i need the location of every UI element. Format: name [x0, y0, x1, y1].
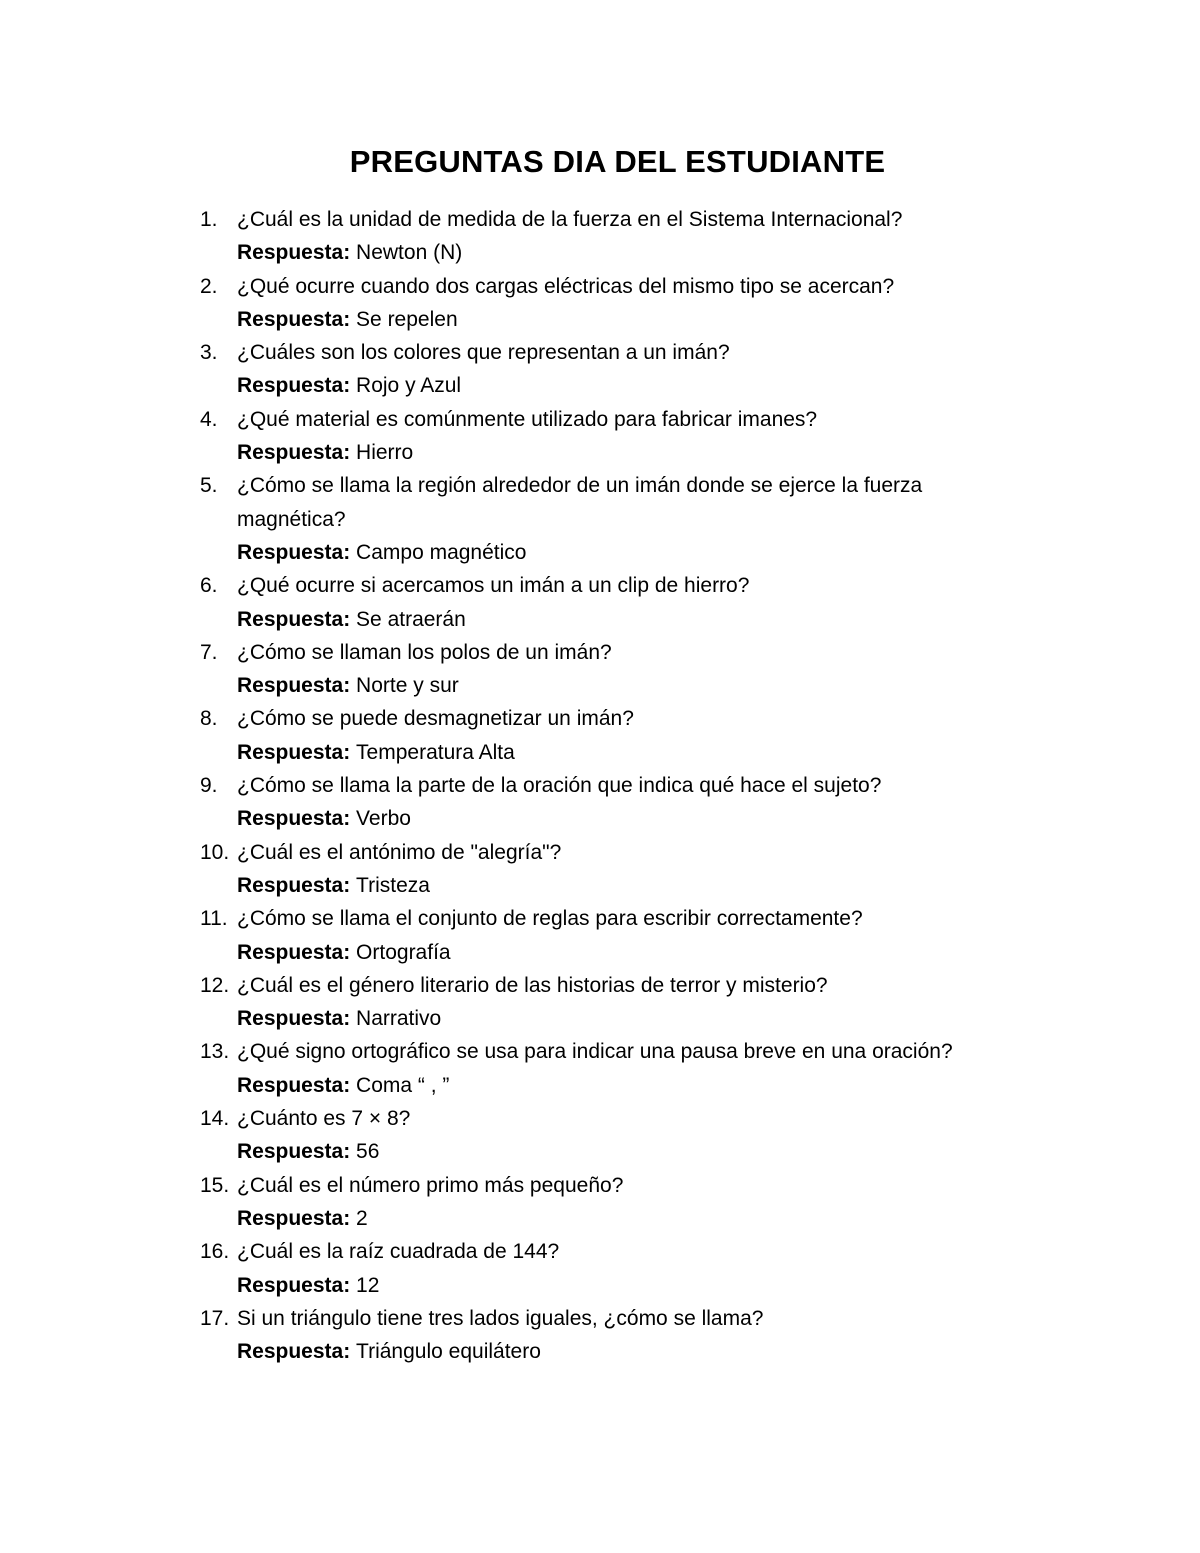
question-body	[237, 203, 1020, 270]
question-body	[237, 569, 1020, 636]
question-item	[200, 902, 1020, 969]
answer-line	[237, 236, 1020, 269]
answer-line	[237, 436, 1020, 469]
answer-text: Campo magnético	[356, 540, 527, 564]
answer-line	[237, 369, 1020, 402]
question-body	[237, 1102, 1020, 1169]
question-body	[237, 636, 1020, 703]
answer-text: Temperatura Alta	[356, 740, 515, 764]
question-body	[237, 702, 1020, 769]
question-body	[237, 336, 1020, 403]
answer-line	[237, 1202, 1020, 1235]
answer-text: Se atraerán	[356, 607, 466, 631]
question-text: ¿Qué ocurre cuando dos cargas eléctricas del mismo tipo se acercan?	[237, 274, 895, 298]
answer-label: Respuesta:	[237, 607, 357, 631]
answer-label: Respuesta:	[237, 1273, 357, 1297]
answer-line	[237, 1135, 1020, 1168]
answer-line	[237, 736, 1020, 769]
question-item	[200, 702, 1020, 769]
answer-label: Respuesta:	[237, 740, 357, 764]
question-text: ¿Cuánto es 7 × 8?	[237, 1107, 411, 1131]
question-text: ¿Cómo se llama el conjunto de reglas para escribir correctamente?	[237, 907, 863, 931]
question-text: ¿Cuál es el género literario de las historias de terror y misterio?	[237, 973, 828, 997]
question-item	[200, 836, 1020, 903]
question-item	[200, 336, 1020, 403]
question-body	[237, 270, 1020, 337]
question-body	[237, 1235, 1020, 1302]
answer-text: Triángulo equilátero	[356, 1340, 541, 1364]
question-number: 14.	[200, 1107, 230, 1131]
answer-label: Respuesta:	[237, 241, 357, 265]
question-body	[237, 403, 1020, 470]
answer-line	[237, 1269, 1020, 1302]
answer-label: Respuesta:	[237, 1073, 357, 1097]
question-number: 15.	[200, 1173, 230, 1197]
question-text: ¿Cuál es la raíz cuadrada de 144?	[237, 1240, 560, 1264]
question-number: 7.	[200, 640, 218, 664]
answer-line	[237, 802, 1020, 835]
answer-line	[237, 1069, 1020, 1102]
answer-label: Respuesta:	[237, 1206, 357, 1230]
answer-line	[237, 536, 1020, 569]
answer-label: Respuesta:	[237, 441, 357, 465]
question-text: ¿Cómo se llama la región alrededor de un imán donde se ejerce la fuerza magnética?	[237, 474, 923, 531]
question-number: 5.	[200, 474, 218, 498]
answer-text: Coma “ , ”	[356, 1073, 450, 1097]
answer-label: Respuesta:	[237, 873, 357, 897]
answer-text: 56	[356, 1140, 380, 1164]
answer-label: Respuesta:	[237, 1340, 357, 1364]
question-text: ¿Cuáles son los colores que representan a un imán?	[237, 341, 730, 365]
question-body	[237, 1169, 1020, 1236]
question-item	[200, 1302, 1020, 1369]
answer-label: Respuesta:	[237, 1140, 357, 1164]
question-text: ¿Cómo se llaman los polos de un imán?	[237, 640, 612, 664]
question-text: Si un triángulo tiene tres lados iguales, ¿cómo se llama?	[237, 1306, 764, 1330]
question-number: 9.	[200, 774, 218, 798]
answer-label: Respuesta:	[237, 940, 357, 964]
question-number: 17.	[200, 1306, 230, 1330]
question-item	[200, 569, 1020, 636]
question-body	[237, 469, 1020, 569]
question-item	[200, 1169, 1020, 1236]
question-item	[200, 1035, 1020, 1102]
question-number: 4.	[200, 407, 218, 431]
answer-line	[237, 1335, 1020, 1368]
question-item	[200, 469, 1020, 569]
question-item	[200, 769, 1020, 836]
question-number: 2.	[200, 274, 218, 298]
question-item	[200, 270, 1020, 337]
question-number: 16.	[200, 1240, 230, 1264]
question-body	[237, 836, 1020, 903]
answer-text: Narrativo	[356, 1007, 442, 1031]
answer-line	[237, 669, 1020, 702]
answer-label: Respuesta:	[237, 1007, 357, 1031]
answer-label: Respuesta:	[237, 307, 357, 331]
question-number: 12.	[200, 973, 230, 997]
question-item	[200, 1235, 1020, 1302]
question-text: ¿Cómo se llama la parte de la oración que indica qué hace el sujeto?	[237, 774, 882, 798]
question-text: ¿Cuál es el antónimo de "alegría"?	[237, 840, 562, 864]
answer-line	[237, 303, 1020, 336]
question-text: ¿Qué ocurre si acercamos un imán a un clip de hierro?	[237, 574, 750, 598]
question-body	[237, 902, 1020, 969]
question-number: 11.	[200, 907, 228, 931]
question-item	[200, 1102, 1020, 1169]
question-body	[237, 1035, 1020, 1102]
question-number: 6.	[200, 574, 218, 598]
answer-text: Tristeza	[356, 873, 430, 897]
answer-line	[237, 1002, 1020, 1035]
question-item	[200, 203, 1020, 270]
answer-text: Rojo y Azul	[356, 374, 462, 398]
question-number: 1.	[200, 208, 218, 231]
answer-text: 12	[356, 1273, 380, 1297]
question-number: 10.	[200, 840, 230, 864]
answer-text: Newton (N)	[356, 241, 463, 265]
answer-text: Se repelen	[356, 307, 458, 331]
answer-text: Norte y sur	[356, 674, 459, 698]
question-body	[237, 969, 1020, 1036]
question-body	[237, 769, 1020, 836]
question-text: ¿Qué signo ortográfico se usa para indicar una pausa breve en una oración?	[237, 1040, 953, 1064]
answer-text: Ortografía	[356, 940, 451, 964]
answer-text: 2	[356, 1206, 368, 1230]
answer-text: Verbo	[356, 807, 411, 831]
question-item	[200, 636, 1020, 703]
answer-line	[237, 869, 1020, 902]
answer-label: Respuesta:	[237, 674, 357, 698]
answer-text: Hierro	[356, 441, 414, 465]
answer-label: Respuesta:	[237, 540, 357, 564]
answer-label: Respuesta:	[237, 374, 357, 398]
question-text: ¿Cuál es la unidad de medida de la fuerza en el Sistema Internacional?	[237, 208, 903, 231]
page-title: PREGUNTAS DIA DEL ESTUDIANTE	[349, 144, 886, 179]
question-text: ¿Cuál es el número primo más pequeño?	[237, 1173, 624, 1197]
question-text: ¿Cómo se puede desmagnetizar un imán?	[237, 707, 634, 731]
question-list	[200, 203, 1020, 1368]
question-item	[200, 969, 1020, 1036]
question-number: 3.	[200, 341, 218, 365]
question-text: ¿Qué material es comúnmente utilizado para fabricar imanes?	[237, 407, 818, 431]
question-number: 8.	[200, 707, 218, 731]
answer-line	[237, 603, 1020, 636]
question-item	[200, 403, 1020, 470]
question-number: 13.	[200, 1040, 230, 1064]
answer-label: Respuesta:	[237, 807, 357, 831]
question-body	[237, 1302, 1020, 1369]
answer-line	[237, 936, 1020, 969]
